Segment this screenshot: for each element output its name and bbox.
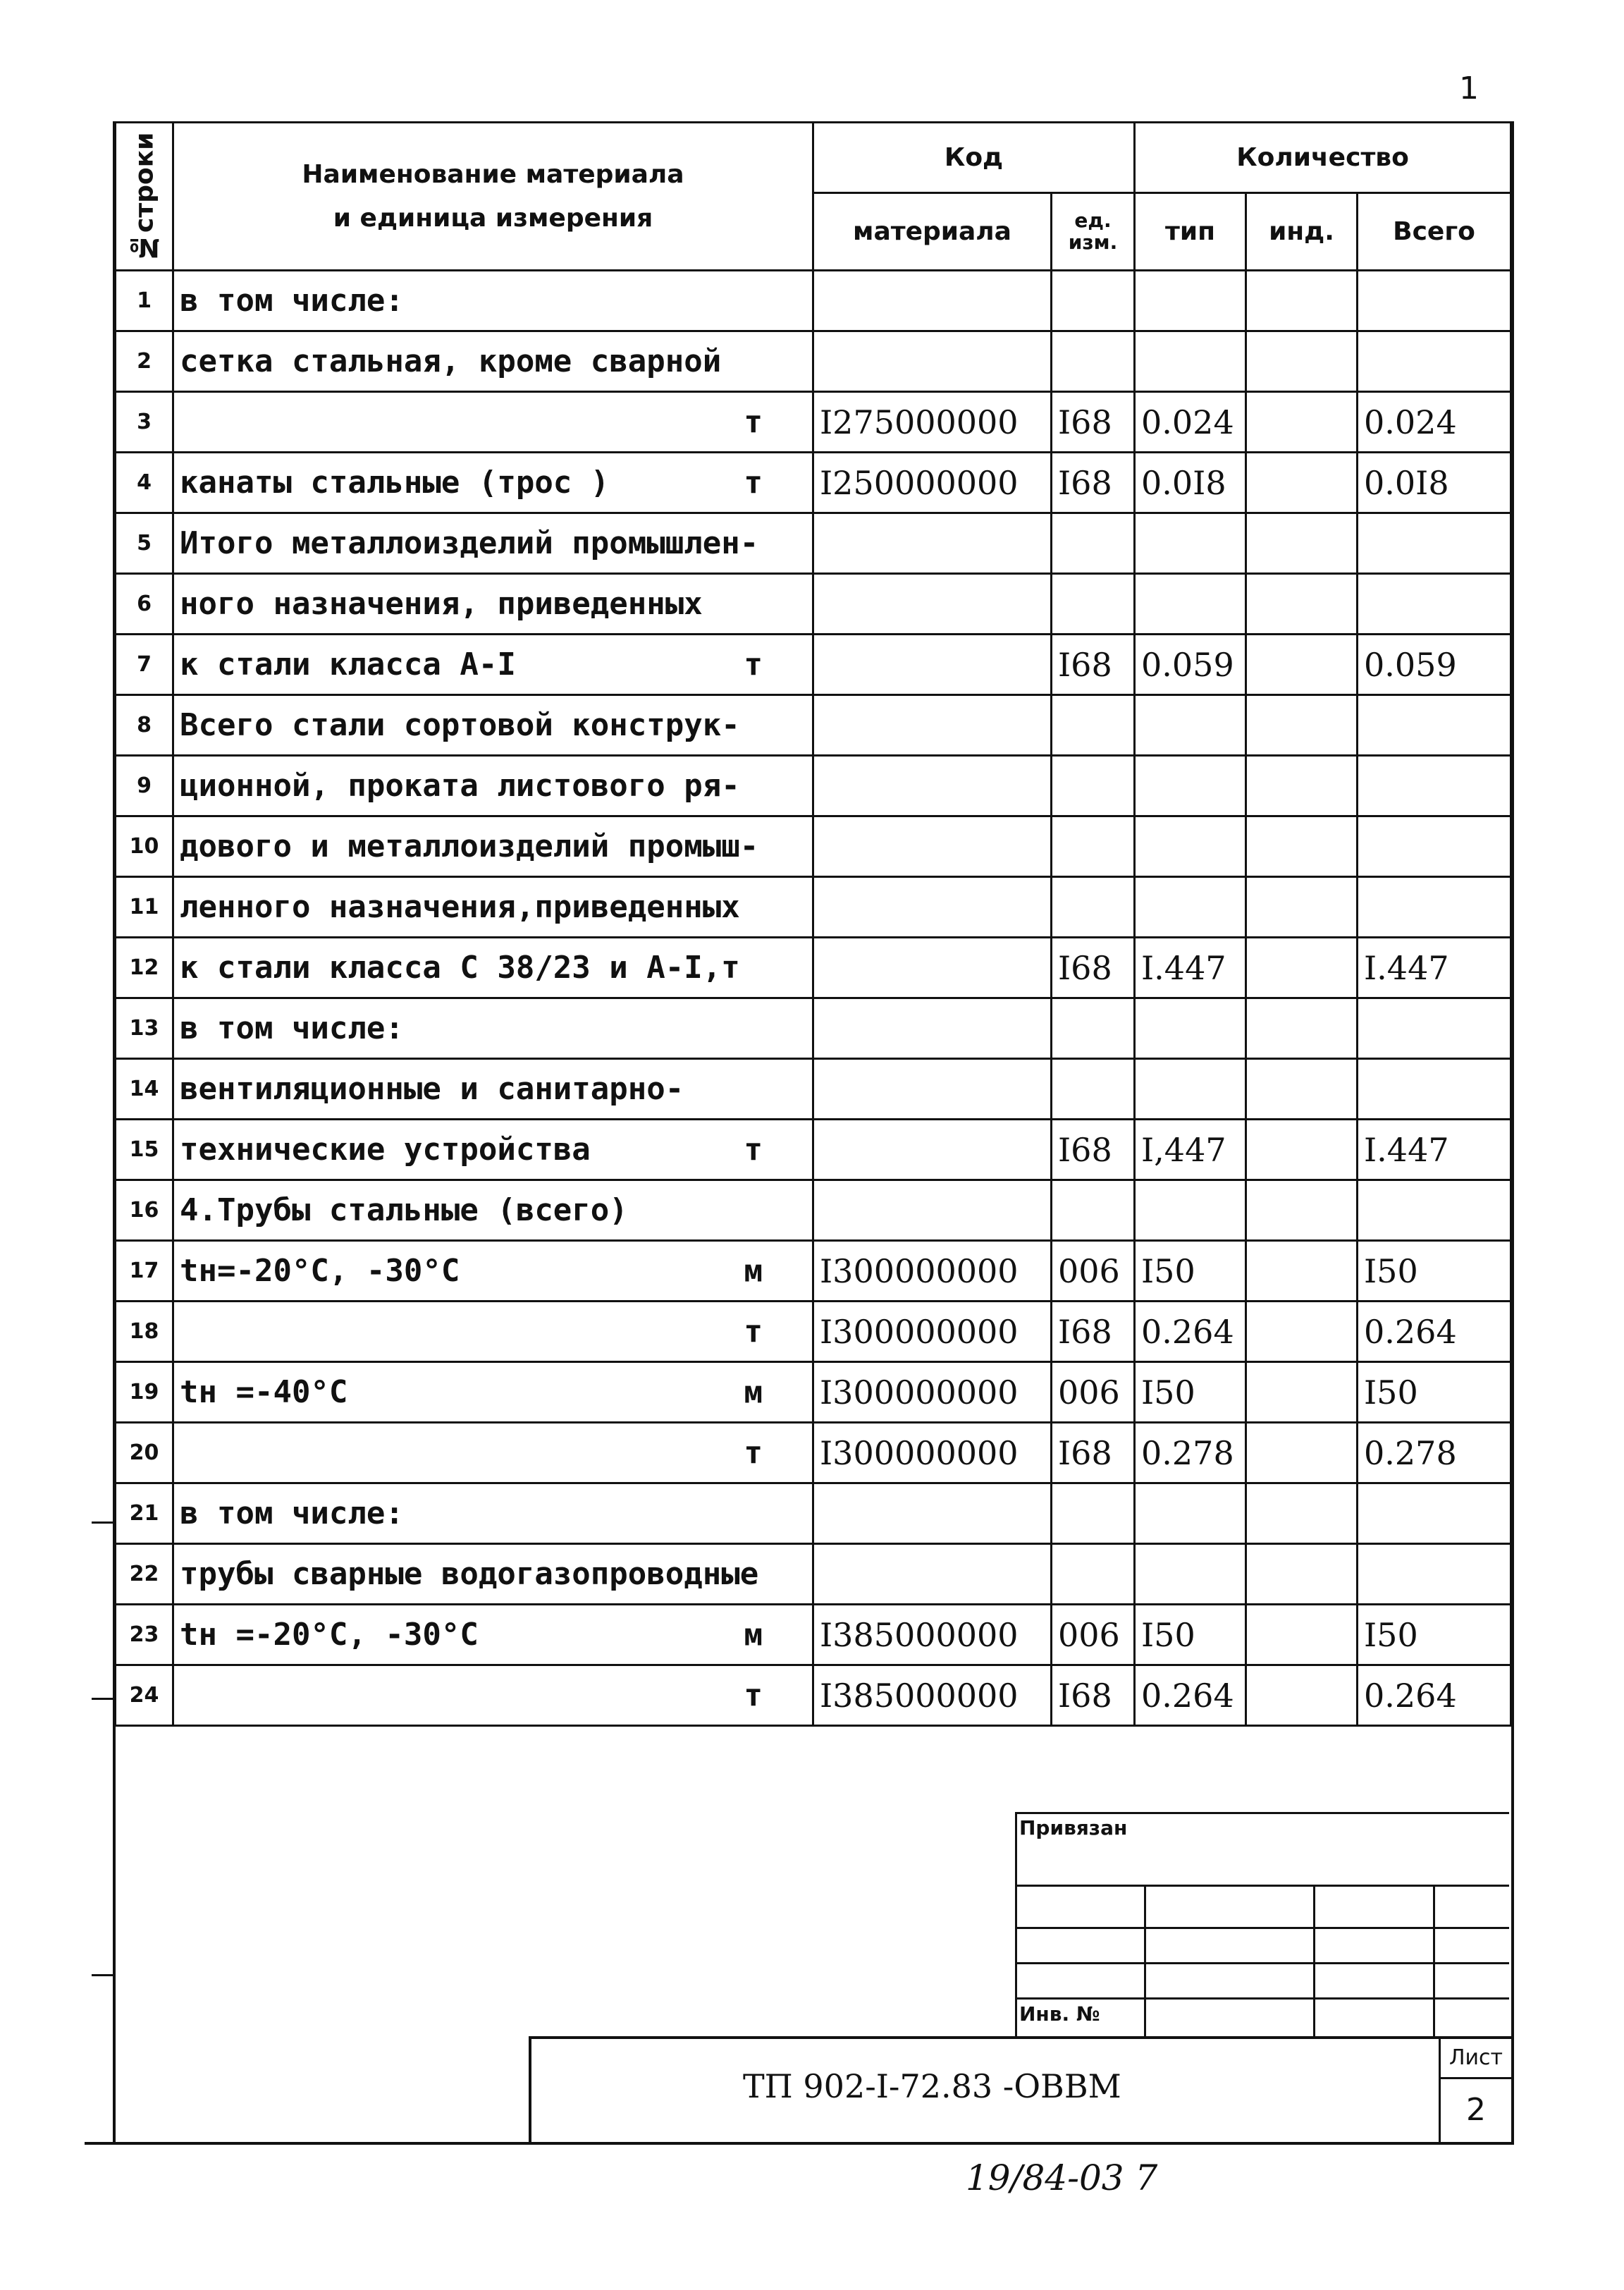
material-name: сетка стальная, кроме сварной (173, 331, 813, 392)
material-name: 4.Трубы стальные (всего) (173, 1180, 813, 1241)
qty-total (1358, 1059, 1511, 1120)
header-quantity: Количество (1135, 123, 1511, 193)
qty-type (1135, 1544, 1246, 1605)
qty-type (1135, 574, 1246, 635)
header-total: Всего (1358, 193, 1511, 271)
material-code (813, 998, 1052, 1059)
material-code (813, 756, 1052, 816)
table-row (116, 1180, 1511, 1241)
qty-total (1358, 331, 1511, 392)
material-name: в том числе: (173, 271, 813, 331)
row-number: 16 (116, 1180, 173, 1241)
unit-code (1052, 1483, 1135, 1544)
row-number: 3 (116, 392, 173, 453)
material-name (173, 1665, 813, 1726)
unit-code (1052, 271, 1135, 331)
qty-total: 0.059 (1358, 635, 1511, 695)
qty-total (1358, 877, 1511, 938)
qty-type: 0.264 (1135, 1665, 1246, 1726)
material-code: I300000000 (813, 1302, 1052, 1362)
table-row (116, 392, 1511, 453)
material-code (813, 513, 1052, 574)
qty-ind (1246, 1180, 1358, 1241)
qty-type: 0.059 (1135, 635, 1246, 695)
qty-total (1358, 756, 1511, 816)
qty-total: 0.264 (1358, 1665, 1511, 1726)
qty-total: I50 (1358, 1362, 1511, 1423)
unit-code: I68 (1052, 1120, 1135, 1180)
qty-total (1358, 816, 1511, 877)
qty-type: 0.264 (1135, 1302, 1246, 1362)
table-row (116, 1423, 1511, 1483)
table-row (116, 695, 1511, 756)
material-code (813, 877, 1052, 938)
unit-code: I68 (1052, 1423, 1135, 1483)
material-name: в том числе: (173, 998, 813, 1059)
material-name: в том числе: (173, 1483, 813, 1544)
stamp-linked-label: Привязан (1019, 1816, 1128, 1839)
qty-ind (1246, 1483, 1358, 1544)
header-row-number: №строки (116, 123, 173, 271)
row-number: 5 (116, 513, 173, 574)
unit-code: I68 (1052, 1302, 1135, 1362)
row-unit: т (744, 1132, 763, 1168)
header-ind: инд. (1246, 193, 1358, 271)
qty-type: I50 (1135, 1241, 1246, 1302)
material-code (813, 331, 1052, 392)
unit-code: 006 (1052, 1605, 1135, 1665)
qty-total: 0.0I8 (1358, 453, 1511, 513)
qty-ind (1246, 1665, 1358, 1726)
table-row (116, 1665, 1511, 1726)
qty-ind (1246, 998, 1358, 1059)
material-code (813, 938, 1052, 998)
material-name: вентиляционные и санитарно- (173, 1059, 813, 1120)
header-unit: ед. изм. (1052, 193, 1135, 271)
qty-ind (1246, 513, 1358, 574)
row-number: 7 (116, 635, 173, 695)
materials-table (114, 121, 1512, 1727)
material-name: трубы сварные водогазопроводные (173, 1544, 813, 1605)
unit-code: I68 (1052, 938, 1135, 998)
table-row (116, 513, 1511, 574)
material-code: I385000000 (813, 1605, 1052, 1665)
qty-type (1135, 1059, 1246, 1120)
row-unit: т (744, 465, 763, 501)
table-row (116, 1483, 1511, 1544)
table-row (116, 574, 1511, 635)
table-row (116, 938, 1511, 998)
row-unit: м (744, 1374, 763, 1410)
qty-type: I50 (1135, 1605, 1246, 1665)
material-code: I300000000 (813, 1423, 1052, 1483)
material-name: ционной, проката листового ря- (173, 756, 813, 816)
unit-code: 006 (1052, 1362, 1135, 1423)
material-name: ленного назначения,приведенных (173, 877, 813, 938)
qty-type: 0.0I8 (1135, 453, 1246, 513)
qty-ind (1246, 1544, 1358, 1605)
table-row (116, 1120, 1511, 1180)
material-name: технические устройства т (173, 1120, 813, 1180)
qty-ind (1246, 1120, 1358, 1180)
material-name: ного назначения, приведенных (173, 574, 813, 635)
qty-type (1135, 816, 1246, 877)
material-code: I250000000 (813, 453, 1052, 513)
qty-type (1135, 271, 1246, 331)
qty-total (1358, 1544, 1511, 1605)
corner-mark: 1 (1459, 71, 1479, 106)
material-name: Всего стали сортовой конструк- (173, 695, 813, 756)
row-number: 9 (116, 756, 173, 816)
qty-ind (1246, 271, 1358, 331)
qty-type: I,447 (1135, 1120, 1246, 1180)
qty-type (1135, 1483, 1246, 1544)
unit-code (1052, 1059, 1135, 1120)
header-material-name: Наименование материала и единица измерения (173, 123, 813, 271)
row-number: 20 (116, 1423, 173, 1483)
row-number: 18 (116, 1302, 173, 1362)
table-row (116, 1059, 1511, 1120)
qty-ind (1246, 574, 1358, 635)
handwritten-note: 19/84-03 7 (966, 2157, 1158, 2198)
unit-code (1052, 1180, 1135, 1241)
qty-total (1358, 695, 1511, 756)
material-name: к стали класса С 38/23 и А-I,т (173, 938, 813, 998)
unit-code (1052, 877, 1135, 938)
qty-total (1358, 574, 1511, 635)
qty-type (1135, 331, 1246, 392)
qty-total (1358, 513, 1511, 574)
table-row (116, 998, 1511, 1059)
row-unit: т (744, 404, 763, 440)
row-number: 13 (116, 998, 173, 1059)
qty-type (1135, 877, 1246, 938)
row-unit: м (744, 1617, 763, 1653)
bottom-rule (85, 2142, 1511, 2145)
material-name: дового и металлоизделий промыш- (173, 816, 813, 877)
material-code (813, 1483, 1052, 1544)
qty-ind (1246, 331, 1358, 392)
material-code (813, 816, 1052, 877)
material-name (173, 1423, 813, 1483)
qty-total: 0.264 (1358, 1302, 1511, 1362)
row-number: 10 (116, 816, 173, 877)
qty-type: 0.024 (1135, 392, 1246, 453)
row-number: 2 (116, 331, 173, 392)
sheet-label: Лист (1441, 2039, 1511, 2079)
header-type: тип (1135, 193, 1246, 271)
qty-ind (1246, 1241, 1358, 1302)
material-code: I300000000 (813, 1241, 1052, 1302)
table-row (116, 1362, 1511, 1423)
qty-ind (1246, 453, 1358, 513)
qty-ind (1246, 816, 1358, 877)
material-name: канаты стальные (трос ) т (173, 453, 813, 513)
qty-total: 0.278 (1358, 1423, 1511, 1483)
qty-ind (1246, 635, 1358, 695)
row-number: 12 (116, 938, 173, 998)
row-number: 22 (116, 1544, 173, 1605)
material-code (813, 1180, 1052, 1241)
qty-type (1135, 695, 1246, 756)
row-number: 21 (116, 1483, 173, 1544)
material-code (813, 271, 1052, 331)
row-number: 1 (116, 271, 173, 331)
row-unit: т (744, 1435, 763, 1471)
qty-ind (1246, 877, 1358, 938)
unit-code (1052, 574, 1135, 635)
unit-code: I68 (1052, 1665, 1135, 1726)
row-number: 14 (116, 1059, 173, 1120)
qty-ind (1246, 1059, 1358, 1120)
material-code: I385000000 (813, 1665, 1052, 1726)
qty-type: I.447 (1135, 938, 1246, 998)
stamp-inv-label: Инв. № (1019, 2002, 1100, 2026)
material-name (173, 392, 813, 453)
qty-type (1135, 998, 1246, 1059)
unit-code (1052, 816, 1135, 877)
header-code: Код (813, 123, 1135, 193)
material-name (173, 1302, 813, 1362)
qty-ind (1246, 695, 1358, 756)
unit-code (1052, 756, 1135, 816)
unit-code (1052, 1544, 1135, 1605)
qty-ind (1246, 392, 1358, 453)
unit-code (1052, 331, 1135, 392)
unit-code (1052, 695, 1135, 756)
row-number: 24 (116, 1665, 173, 1726)
material-code (813, 1120, 1052, 1180)
row-number: 15 (116, 1120, 173, 1180)
table-row (116, 756, 1511, 816)
unit-code: I68 (1052, 453, 1135, 513)
margin-tick (92, 1698, 113, 1700)
table-row (116, 271, 1511, 331)
unit-code: 006 (1052, 1241, 1135, 1302)
unit-code: I68 (1052, 392, 1135, 453)
qty-type (1135, 756, 1246, 816)
table-row (116, 816, 1511, 877)
title-block (529, 2036, 1514, 2145)
qty-total: I50 (1358, 1241, 1511, 1302)
material-name: tн =-20°С, -30°С м (173, 1605, 813, 1665)
qty-total: 0.024 (1358, 392, 1511, 453)
material-name: tн =-40°С м (173, 1362, 813, 1423)
table-row (116, 1241, 1511, 1302)
margin-tick (92, 1974, 113, 1976)
qty-ind (1246, 1605, 1358, 1665)
qty-type: 0.278 (1135, 1423, 1246, 1483)
row-unit: т (744, 1314, 763, 1349)
material-code (813, 1059, 1052, 1120)
qty-ind (1246, 1362, 1358, 1423)
qty-total: I.447 (1358, 938, 1511, 998)
row-number: 6 (116, 574, 173, 635)
row-unit: т (744, 1677, 763, 1713)
row-number: 11 (116, 877, 173, 938)
table-row (116, 635, 1511, 695)
qty-total: I50 (1358, 1605, 1511, 1665)
material-code (813, 695, 1052, 756)
sheet-box (1439, 2039, 1511, 2142)
table-row (116, 331, 1511, 392)
material-name: tн=-20°С, -30°С м (173, 1241, 813, 1302)
qty-total (1358, 998, 1511, 1059)
unit-code: I68 (1052, 635, 1135, 695)
qty-total (1358, 1483, 1511, 1544)
header-material-code: материала (813, 193, 1052, 271)
qty-total (1358, 271, 1511, 331)
qty-total (1358, 1180, 1511, 1241)
material-code (813, 574, 1052, 635)
row-number: 19 (116, 1362, 173, 1423)
qty-ind (1246, 756, 1358, 816)
unit-code (1052, 998, 1135, 1059)
material-name: к стали класса А-I т (173, 635, 813, 695)
material-code: I300000000 (813, 1362, 1052, 1423)
unit-code (1052, 513, 1135, 574)
qty-total: I.447 (1358, 1120, 1511, 1180)
document-code: ТП 902-I-72.83 -ОВВМ (743, 2067, 1121, 2105)
qty-type (1135, 1180, 1246, 1241)
row-unit: т (744, 647, 763, 682)
row-number: 8 (116, 695, 173, 756)
table-row (116, 1544, 1511, 1605)
qty-ind (1246, 938, 1358, 998)
material-code (813, 635, 1052, 695)
material-name: Итого металлоизделий промышлен- (173, 513, 813, 574)
table-row (116, 1605, 1511, 1665)
margin-tick (92, 1521, 113, 1524)
table-row (116, 877, 1511, 938)
row-unit: м (744, 1253, 763, 1289)
material-code: I275000000 (813, 392, 1052, 453)
qty-ind (1246, 1302, 1358, 1362)
material-code (813, 1544, 1052, 1605)
row-number: 4 (116, 453, 173, 513)
approval-stamp (1015, 1812, 1508, 2038)
row-number: 23 (116, 1605, 173, 1665)
qty-type: I50 (1135, 1362, 1246, 1423)
row-number: 17 (116, 1241, 173, 1302)
table-row (116, 453, 1511, 513)
sheet-number: 2 (1466, 2092, 1486, 2128)
qty-ind (1246, 1423, 1358, 1483)
qty-type (1135, 513, 1246, 574)
table-row (116, 1302, 1511, 1362)
